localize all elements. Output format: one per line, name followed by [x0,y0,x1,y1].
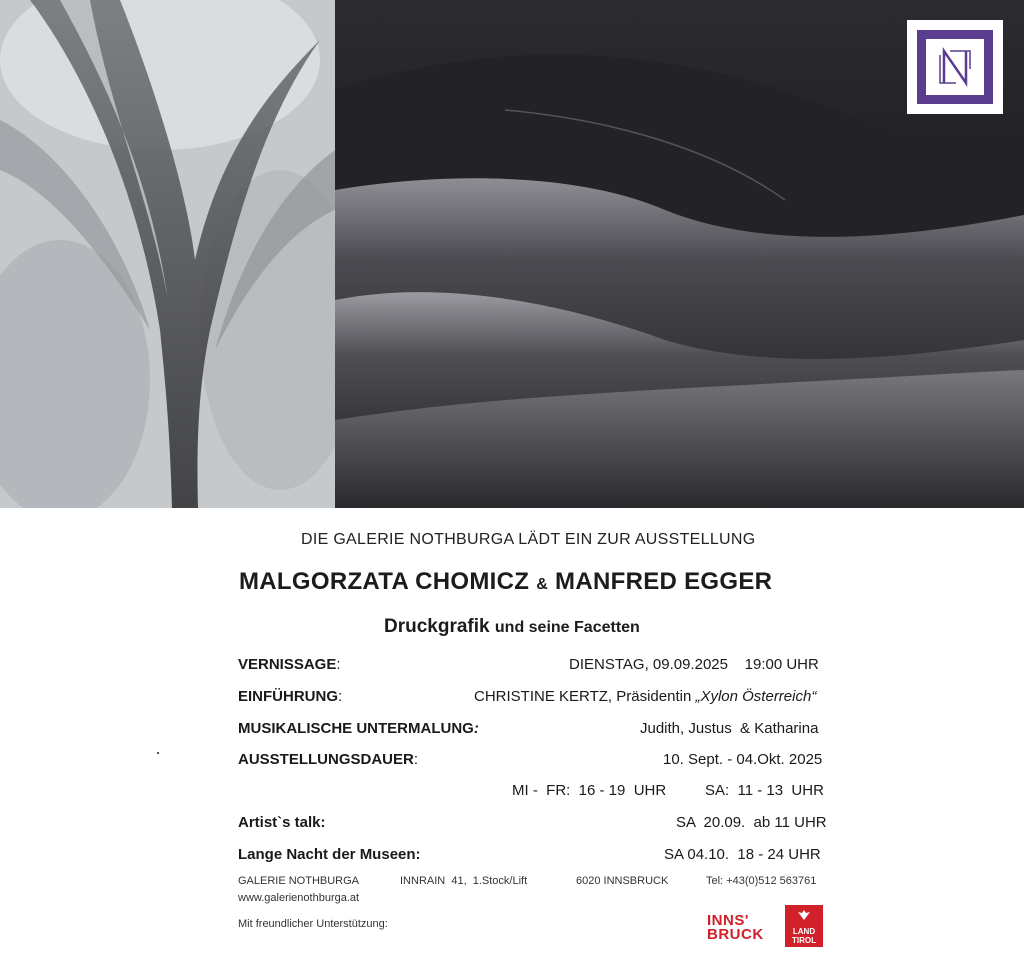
artist-talk-value: SA 20.09. ab 11 UHR [676,814,827,831]
artist-talk-label: Artist`s talk: [238,814,326,831]
musik-value: Judith, Justus & Katharina [640,720,819,737]
lange-nacht-value: SA 04.10. 18 - 24 UHR [664,846,821,863]
footer-gallery: GALERIE NOTHBURGA [238,875,360,887]
footer-website-link[interactable]: www.galerienothburga.at [238,892,360,904]
subtitle-bold: Druckgrafik [384,616,490,637]
innsbruck-logo-line1: INNS' [707,912,749,929]
hours-saturday: SA: 11 - 13 UHR [705,782,824,799]
artist-2-name: MANFRED EGGER [555,568,773,595]
vernissage-label: VERNISSAGE: [238,656,341,673]
speaker-name: CHRISTINE KERTZ, Präsidentin [474,688,692,705]
footer-phone: Tel: +43(0)512 563761 [706,875,817,887]
artwork-left-image [0,0,335,508]
innsbruck-logo-line2: BRUCK [707,926,764,943]
subtitle-rest: und seine Facetten [494,619,640,636]
eagle-icon [797,909,811,921]
tirol-logo-line1: LAND [792,927,816,936]
invite-line: DIE GALERIE NOTHBURGA LÄDT EIN ZUR AUSSTELLUNG [301,531,756,548]
vernissage-value: DIENSTAG, 09.09.2025 19:00 UHR [569,656,819,673]
ampersand: & [536,576,549,593]
artist-1-name: MALGORZATA CHOMICZ [239,568,530,595]
tirol-logo-line2: TIROL [792,936,816,945]
logo-inner [926,39,984,95]
dauer-value: 10. Sept. - 04.Okt. 2025 [663,751,823,768]
einfuehrung-label: EINFÜHRUNG: [238,688,343,705]
artists-title [239,568,772,596]
botanical-print-graphic [0,0,335,508]
footer-support: Mit freundlicher Unterstützung: [238,918,388,930]
innsbruck-logo [707,914,764,942]
footer-address: INNRAIN 41, 1.Stock/Lift [400,875,528,887]
hours-weekday: MI - FR: 16 - 19 UHR [512,782,667,799]
nothburga-monogram-icon [926,39,984,95]
logo-frame [917,30,993,104]
musik-label: MUSIKALISCHE UNTERMALUNG: [238,720,479,737]
speaker-organisation: „Xylon Österreich“ [695,688,817,705]
dauer-label: AUSSTELLUNGSDAUER: [238,751,419,768]
gallery-logo [907,20,1003,114]
land-tirol-logo [785,905,823,947]
einfuehrung-value [474,688,816,705]
speck [157,752,159,754]
footer-city: 6020 INNSBRUCK [576,875,669,887]
lange-nacht-label: Lange Nacht der Museen: [238,846,421,863]
exhibition-subtitle [384,616,640,638]
